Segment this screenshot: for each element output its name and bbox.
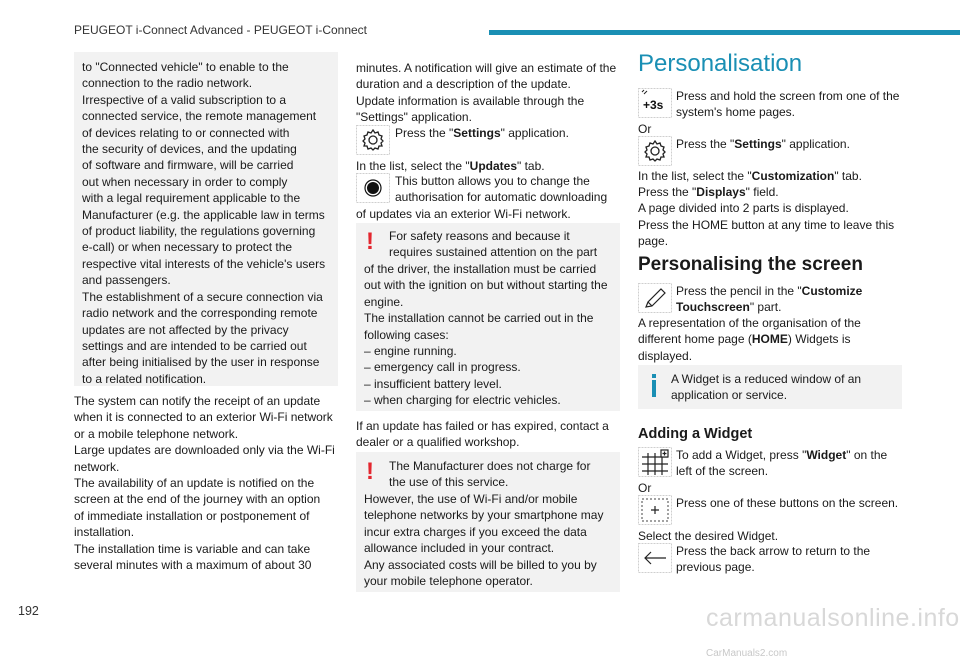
watermark: [706, 603, 960, 669]
text-line: Large updates are downloaded only via the Wi-Fi: [74, 443, 335, 458]
personalising-screen-heading: Personalising the screen: [638, 254, 863, 275]
text-line: to a related notification.: [82, 371, 207, 386]
privacy-note-text: [82, 59, 334, 387]
text-line: The establishment of a secure connection via: [82, 289, 323, 304]
text-line: the use of this service.: [389, 475, 509, 490]
widget-info-text: [671, 371, 897, 404]
text-line: page.: [638, 234, 669, 249]
safety-warning-intro: [389, 228, 614, 261]
text-line: connected service, the remote management: [82, 109, 317, 124]
text-line: settings and are intended to be carried out: [82, 338, 307, 353]
home-press-3s-icon: [638, 88, 672, 118]
text-line: Irrespective of a valid subscription to a: [82, 92, 287, 107]
text-line: updates are not affected by the privacy: [82, 322, 289, 337]
text-line: several minutes with a maximum of about 30: [74, 558, 312, 573]
personalisation-heading: Personalisation: [638, 50, 803, 77]
text-line: out when necessary in order to comply: [82, 174, 288, 189]
text-line: Press and hold the screen from one of the: [676, 89, 900, 103]
pencil-instruction: Press the pencil in the "Customize Touchscreen" part.: [676, 284, 863, 315]
text-line: when it is connected to an exterior Wi-Fi network: [74, 410, 333, 425]
cost-warning-text: [364, 491, 616, 589]
text-line: respective vital interests of the vehicle's users: [82, 256, 326, 271]
or-label: Or: [638, 122, 652, 136]
settings-instruction: Press the "Settings" application.: [676, 137, 850, 151]
info-icon: [652, 380, 656, 397]
text-line: – when charging for electric vehicles.: [364, 393, 561, 408]
safety-warning-text: [364, 261, 616, 409]
auth-button-text-end: of updates via an exterior Wi-Fi network.: [356, 207, 571, 221]
representation-text: A representation of the organisation of the different home page (HOME) Widgets is displayed.: [638, 316, 861, 363]
text-line: screen at the end of the journey with an option: [74, 492, 321, 507]
text-line: installation.: [74, 525, 135, 540]
text-line: of immediate installation or postponement of: [74, 508, 310, 523]
header-accent-bar: [489, 30, 960, 35]
text-line: The availability of an update is notified on the: [74, 476, 315, 491]
text-line: to "Connected vehicle" to enable to the: [82, 60, 289, 74]
text-line: requires sustained attention on the part: [389, 245, 598, 260]
warning-exclamation-icon: !: [366, 228, 374, 255]
plus-button-instruction: Press one of these buttons on the screen.: [676, 496, 899, 510]
text-line: application or service.: [671, 388, 788, 403]
text-line: connection to the radio network.: [82, 76, 253, 91]
svg-text:+3s: +3s: [643, 98, 664, 112]
text-line: The system can notify the receipt of an update: [74, 394, 321, 408]
text-line: with a legal requirement applicable to the: [82, 191, 301, 206]
text-line: The Manufacturer does not charge for: [389, 459, 591, 473]
text-line: Press the HOME button at any time to leave this: [638, 218, 895, 232]
customization-tab-instruction: In the list, select the "Customization" tab.: [638, 169, 862, 183]
home-button-text: [638, 217, 908, 250]
running-header-title: PEUGEOT i-Connect Advanced - PEUGEOT i-Connect: [74, 23, 368, 37]
text-line: your mobile telephone operator.: [364, 574, 533, 589]
settings-gear-icon: [638, 136, 672, 166]
text-line: However, the use of Wi-Fi and/or mobile: [364, 492, 578, 506]
widget-grid-icon: [638, 447, 672, 477]
text-line: the security of devices, and the updating: [82, 142, 297, 157]
text-line: Any associated costs will be billed to you by: [364, 557, 597, 572]
update-notification-text: [74, 393, 342, 573]
back-arrow-instruction: [676, 543, 906, 576]
settings-instruction: Press the "Settings" application.: [395, 126, 569, 140]
text-line: radio network and the corresponding remote: [82, 306, 318, 321]
watermark-text: carmanualsonline.info: [706, 604, 960, 632]
select-widget-text: Select the desired Widget.: [638, 529, 779, 543]
text-line: This button allows you to change the: [395, 174, 590, 188]
text-line: Manufacturer (e.g. the applicable law in terms: [82, 207, 325, 222]
text-line: engine.: [364, 294, 404, 309]
failed-update-text: [356, 418, 626, 451]
cost-warning-intro: [389, 458, 614, 491]
adding-widget-heading: Adding a Widget: [638, 426, 753, 442]
text-line: The installation time is variable and can take: [74, 541, 311, 556]
plus-box-icon: [638, 495, 672, 525]
auth-button-text: [395, 173, 625, 206]
update-duration-text: [356, 60, 626, 126]
text-line: system's home pages.: [676, 105, 796, 120]
warning-exclamation-icon: !: [366, 458, 374, 485]
updates-tab-instruction: In the list, select the "Updates" tab.: [356, 159, 545, 173]
text-line: of product liability, the regulations governing: [82, 224, 316, 239]
text-line: – engine running.: [364, 344, 457, 359]
text-line: previous page.: [676, 560, 755, 575]
press-hold-instruction: [676, 88, 906, 121]
divided-page-text: A page divided into 2 parts is displayed.: [638, 201, 849, 215]
settings-gear-icon: [356, 125, 390, 155]
add-widget-instruction: To add a Widget, press "Widget" on the left of the screen.: [676, 448, 888, 479]
text-line: of the driver, the installation must be carried: [364, 262, 597, 276]
text-line: Press the back arrow to return to the: [676, 544, 871, 558]
text-line: "Settings" application.: [356, 110, 472, 125]
text-line: – emergency call in progress.: [364, 360, 521, 375]
text-line: following cases:: [364, 327, 449, 342]
text-line: or a mobile telephone network.: [74, 426, 239, 441]
text-line: of software and firmware, will be carried: [82, 158, 294, 173]
text-line: If an update has failed or has expired, contact a: [356, 419, 609, 433]
text-line: allowance included in your contract.: [364, 541, 555, 556]
text-line: and passengers.: [82, 273, 171, 288]
text-line: – insufficient battery level.: [364, 376, 502, 391]
text-line: authorisation for automatic downloading: [395, 190, 608, 205]
pencil-icon: [638, 283, 672, 313]
text-line: telephone networks by your smartphone may: [364, 508, 604, 523]
text-line: dealer or a qualified workshop.: [356, 435, 520, 450]
text-line: The installation cannot be carried out in the: [364, 311, 594, 326]
displays-field-instruction: Press the "Displays" field.: [638, 185, 779, 199]
text-line: of devices relating to or connected with: [82, 125, 290, 140]
page-number: 192: [18, 604, 39, 618]
text-line: A Widget is a reduced window of an: [671, 372, 862, 386]
text-line: out with the ignition on but without starting the: [364, 278, 608, 293]
text-line: duration and a description of the update.: [356, 77, 571, 92]
text-line: network.: [74, 459, 120, 474]
text-line: after being initialised by the user in response: [82, 355, 320, 370]
watermark-small: CarManuals2.com: [706, 648, 788, 659]
text-line: Update information is available through the: [356, 93, 585, 108]
text-line: For safety reasons and because it: [389, 229, 570, 243]
text-line: minutes. A notification will give an estimate of the: [356, 61, 617, 75]
or-label: Or: [638, 481, 652, 495]
back-arrow-icon: [638, 543, 672, 573]
radio-button-icon: [356, 173, 390, 203]
text-line: e-call) or when necessary to protect the: [82, 240, 293, 255]
text-line: incur extra charges if you exceed the data: [364, 524, 587, 539]
